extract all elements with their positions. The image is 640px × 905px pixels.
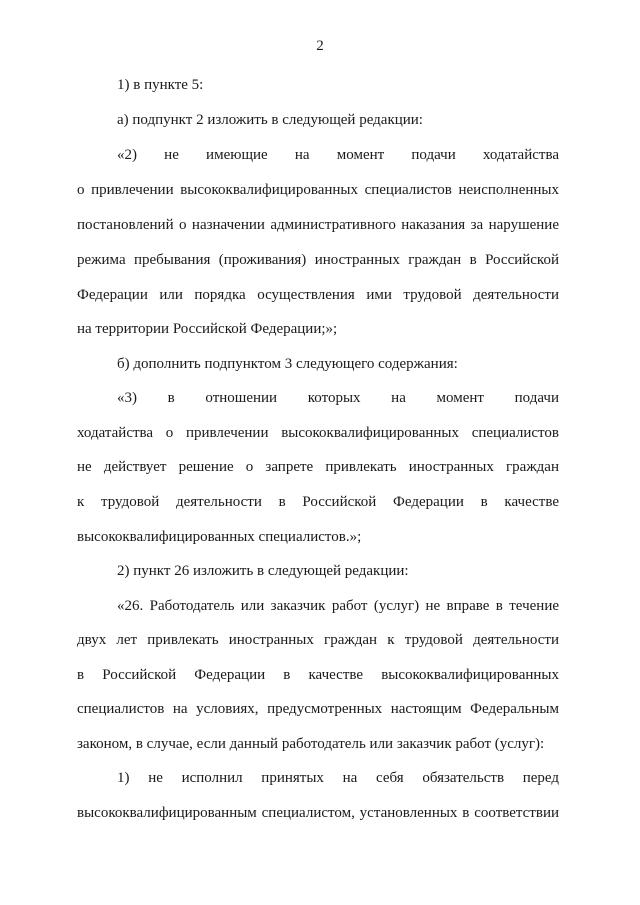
paragraph-line: 1) не исполнил принятых на себя обязательств перед (117, 770, 559, 786)
paragraph-line: к трудовой деятельности в Российской Федерации в качестве (77, 494, 559, 510)
paragraph-line: «3) в отношении которых на момент подачи (117, 390, 559, 406)
paragraph-line: постановлений о назначении административного наказания за нарушение (77, 217, 559, 233)
paragraph-line: на территории Российской Федерации;»; (77, 321, 338, 337)
paragraph-line: специалистов на условиях, предусмотренных настоящим Федеральным (77, 701, 559, 717)
paragraph-line: б) дополнить подпунктом 3 следующего содержания: (117, 356, 458, 372)
paragraph-line: законом, в случае, если данный работодатель или заказчик работ (услуг): (77, 736, 545, 752)
paragraph-line: в Российской Федерации в качестве высококвалифицированных (77, 667, 559, 683)
paragraph-line: Федерации или порядка осуществления ими трудовой деятельности (77, 287, 559, 303)
paragraph-line: 2) пункт 26 изложить в следующей редакции: (117, 563, 409, 579)
paragraph-line: ходатайства о привлечении высококвалифицированных специалистов (77, 425, 559, 441)
paragraph-line: двух лет привлекать иностранных граждан к трудовой деятельности (77, 632, 559, 648)
paragraph-line: режима пребывания (проживания) иностранных граждан в Российской (77, 252, 559, 268)
paragraph-line: а) подпункт 2 изложить в следующей редакции: (117, 112, 423, 128)
paragraph-line: высококвалифицированным специалистом, установленных в соответствии (77, 805, 559, 821)
paragraph-line: 1) в пункте 5: (117, 77, 204, 93)
paragraph-line: о привлечении высококвалифицированных специалистов неисполненных (77, 182, 559, 198)
paragraph-line: «2) не имеющие на момент подачи ходатайства (117, 147, 559, 163)
paragraph-line: «26. Работодатель или заказчик работ (услуг) не вправе в течение (117, 598, 559, 614)
paragraph-line: не действует решение о запрете привлекать иностранных граждан (77, 459, 559, 475)
page-number: 2 (316, 38, 324, 54)
paragraph-line: высококвалифицированных специалистов.»; (77, 529, 362, 545)
